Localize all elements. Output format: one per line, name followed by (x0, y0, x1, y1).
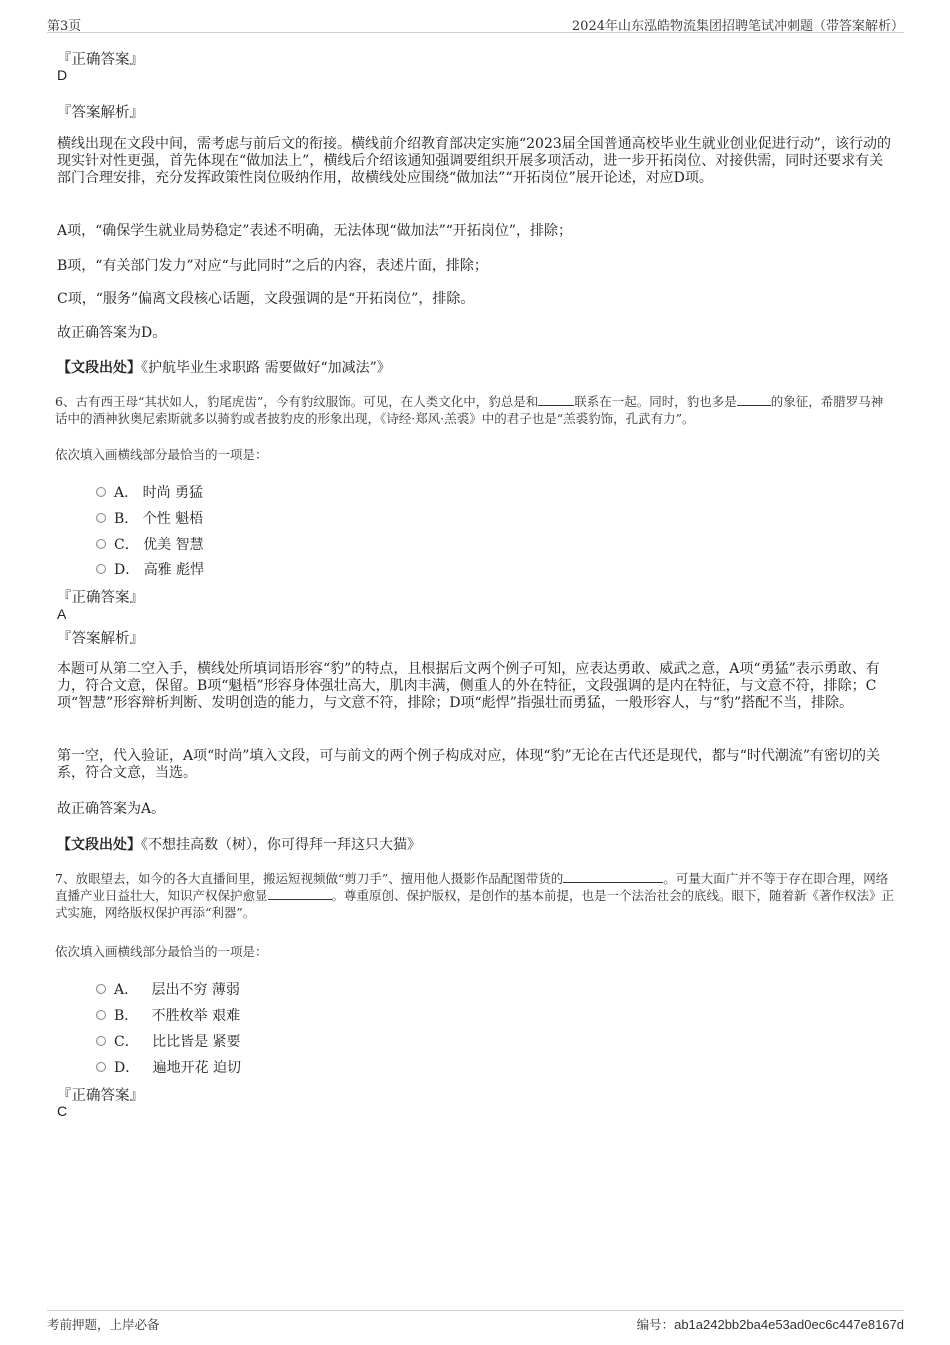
radio-icon[interactable] (96, 539, 106, 549)
q5-analysis-p3: B项，“有关部门发力”对应“与此同时”之后的内容，表述片面，排除； (57, 258, 488, 274)
q7-prompt: 依次填入画横线部分最恰当的一项是： (55, 944, 268, 959)
q6-analysis-p3: 故正确答案为A。 (57, 801, 166, 817)
q7-option-c[interactable]: C． 比比皆是 紧要 (96, 1031, 241, 1051)
q7-stem-part-a: 7、放眼望去，如今的各大直播间里，搬运短视频做“剪刀手”、擅用他人摄影作品配图带货的 (55, 871, 564, 886)
q6-analysis-label: 『答案解析』 (57, 631, 144, 647)
radio-icon[interactable] (96, 513, 106, 523)
page-header (47, 12, 904, 33)
q6-answer: A (57, 606, 67, 622)
footer-id-label: 编号： (636, 1317, 675, 1332)
q6-stem (55, 393, 895, 427)
q6-stem-part-b: 联系在一起。同时，豹也多是 (574, 394, 737, 409)
q6-option-b[interactable]: B． 个性 魁梧 (96, 508, 203, 528)
q7-answer: C (57, 1103, 68, 1119)
q6-correct-answer-label: 『正确答案』 (57, 590, 144, 606)
radio-icon[interactable] (96, 984, 106, 994)
q5-source (57, 357, 391, 377)
q5-analysis-p2: A项，“确保学生就业局势稳定”表述不明确，无法体现“做加法”“开拓岗位”，排除； (57, 223, 573, 239)
q5-correct-answer-label: 『正确答案』 (57, 52, 144, 68)
q5-analysis-p4: C项，“服务”偏离文段核心话题，文段强调的是“开拓岗位”，排除。 (57, 291, 475, 307)
radio-icon[interactable] (96, 1010, 106, 1020)
q7-blank-2 (268, 887, 332, 900)
q6-option-d[interactable]: D． 高雅 彪悍 (96, 559, 204, 579)
q7-option-b[interactable]: B． 不胜枚举 艰难 (96, 1005, 240, 1025)
radio-icon[interactable] (96, 1036, 106, 1046)
q6-blank-2 (737, 393, 771, 406)
radio-icon[interactable] (96, 564, 106, 574)
source-prefix: 【文段出处】 (57, 360, 141, 376)
q7-option-d[interactable]: D． 遍地开花 迫切 (96, 1057, 241, 1077)
q5-source-title: 《护航毕业生求职路 需要做好“加减法”》 (141, 360, 391, 376)
page-number: 第3页 (47, 19, 82, 34)
page-footer (47, 1310, 904, 1335)
q6-stem-part-a: 6、古有西王母“其状如人，豹尾虎齿”，今有豹纹服饰。可见，在人类文化中，豹总是和 (55, 394, 539, 409)
footer-id (637, 1315, 904, 1333)
q6-prompt: 依次填入画横线部分最恰当的一项是： (55, 447, 268, 462)
q7-option-a[interactable]: A． 层出不穷 薄弱 (96, 979, 240, 999)
q5-answer: D (57, 67, 68, 83)
q6-analysis-p1: 本题可从第二空入手，横线处所填词语形容“豹”的特点，且根据后文两个例子可知，应表达勇敢、威武之意，A项“勇猛”表示勇敢、有力，符合文意，保留。B项“魁梧”形容身体强壮高大，肌肉丰满，侧重人的外在特征，文段强调的是内在特征，与文意不符，排除；C项“智慧”形容辩析判断、发明创造的能力，与文意不符，排除；D项“彪悍”指强壮而勇猛，一般形容人，与“豹”搭配不当，排除。 (57, 661, 880, 711)
q6-option-a[interactable]: A． 时尚 勇猛 (96, 482, 203, 502)
q7-stem-part-c: 。尊重原创、保护版权，是创作的基本前提，也是一个法治社会的底线。眼下，随着新《著作权法》正式实施，网络版权保护再添“利器”。 (55, 888, 895, 920)
q7-blank-1 (563, 870, 663, 883)
q6-analysis-p2: 第一空，代入验证，A项“时尚”填入文段，可与前文的两个例子构成对应，体现“豹”无论在古代还是现代，都与“时代潮流”有密切的关系，符合文意，当选。 (57, 748, 881, 781)
q5-analysis-p1: 横线出现在文段中间，需考虑与前后文的衔接。横线前介绍教育部决定实施“2023届全国普通高校毕业生就业创业促进行动”，该行动的现实针对性更强，首先体现在“做加法上”，横线后介绍该通知强调要组织开展多项活动，进一步开拓岗位、对接供需，同时还要求有关部门合理安排，充分发挥政策性岗位吸纳作用，故横线处应围绕“做加法”“开拓岗位”展开论述，对应D项。 (57, 136, 891, 186)
radio-icon[interactable] (96, 487, 106, 497)
document-title: 2024年山东泓皓物流集团招聘笔试冲刺题（带答案解析） (571, 19, 904, 34)
q7-stem (55, 870, 895, 921)
q7-stem-part-b: 。可量大面广并不等于存在即合理，网络直播产业日益壮大，知识产权保护愈显 (55, 871, 889, 903)
q6-option-c[interactable]: C． 优美 智慧 (96, 534, 204, 554)
q6-stem-part-c: 的象征，希腊罗马神话中的酒神狄奥尼索斯就多以骑豹或者披豹皮的形象出现，《诗经·郑风·羔裘》中的君子也是“羔裘豹饰，孔武有力”。 (55, 394, 884, 426)
footer-slogan: 考前押题，上岸必备 (47, 1317, 160, 1332)
q5-analysis-p5: 故正确答案为D。 (57, 325, 167, 341)
source-prefix: 【文段出处】 (57, 837, 141, 853)
radio-icon[interactable] (96, 1062, 106, 1072)
q6-blank-1 (538, 393, 574, 406)
footer-id-code: ab1a242bb2ba4e53ad0ec6c447e8167d (674, 1317, 904, 1332)
q7-correct-answer-label: 『正确答案』 (57, 1088, 144, 1104)
q5-analysis-label: 『答案解析』 (57, 105, 144, 121)
q6-source (57, 834, 421, 854)
q6-source-title: 《不想挂高数（树），你可得拜一拜这只大猫》 (141, 837, 421, 853)
